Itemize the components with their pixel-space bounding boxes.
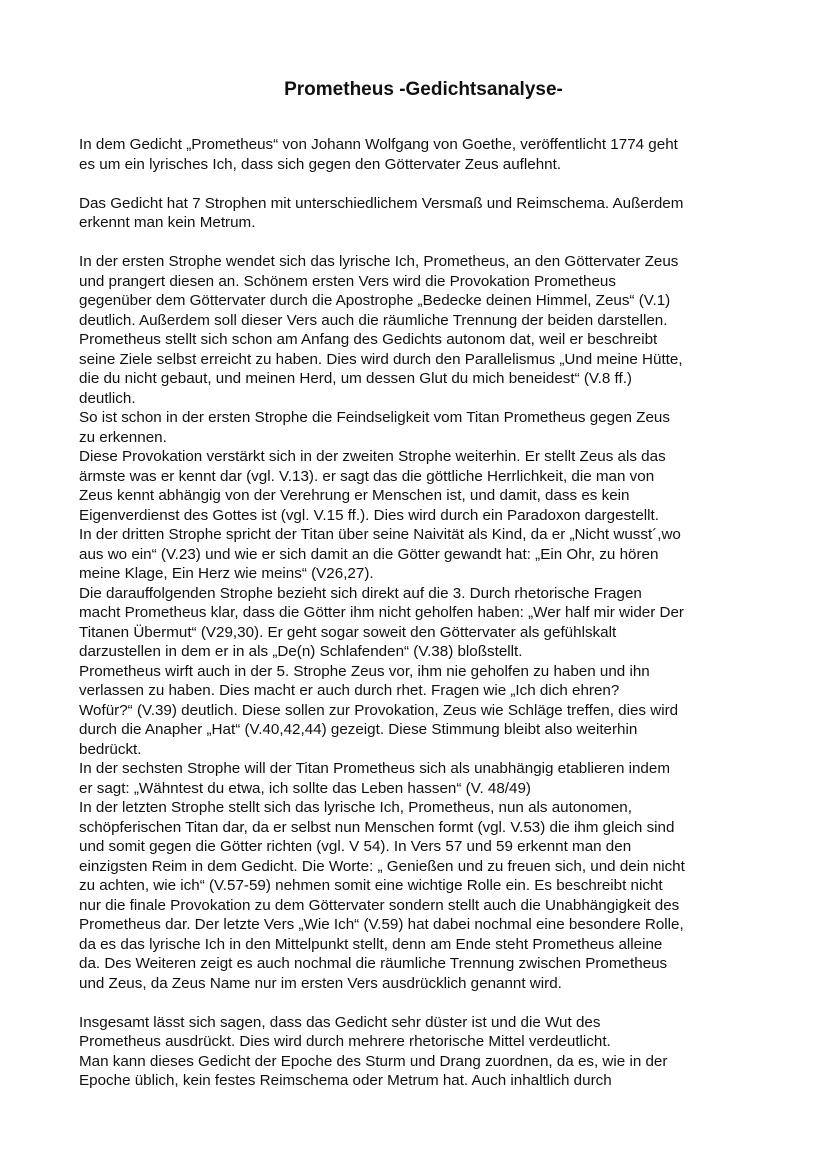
paragraph <box>79 135 768 174</box>
text-line: durch die Anapher „Hat“ (V.40,42,44) gezeigt. Diese Stimmung bleibt also weiterhin <box>79 721 638 738</box>
text-line: schöpferischen Titan dar, da er selbst nun Menschen formt (vgl. V.53) die ihm gleich sind <box>79 818 675 836</box>
text-line: Prometheus stellt sich schon am Anfang des Gedichts autonom dat, weil er beschreibt <box>79 331 658 348</box>
text-line: In der ersten Strophe wendet sich das lyrische Ich, Prometheus, an den Göttervater Zeus <box>79 253 679 270</box>
text-line: gegenüber dem Göttervater durch die Apostrophe „Bedecke deinen Himmel, Zeus“ (V.1) <box>79 292 671 309</box>
text-line: ärmste was er kennt dar (vgl. V.13). er sagt das die göttliche Herrlichkeit, die man von <box>79 467 655 485</box>
text-line: und prangert diesen an. Schönem ersten Vers wird die Provokation Prometheus <box>79 272 616 290</box>
text-line: aus wo ein“ (V.23) und wie er sich damit an die Götter gewandt hat: „Ein Ohr, zu hören <box>79 545 659 563</box>
text-line: Man kann dieses Gedicht der Epoche des Sturm und Drang zuordnen, da es, wie in der <box>79 1052 668 1070</box>
text-line: Prometheus wirft auch in der 5. Strophe Zeus vor, ihm nie geholfen zu haben und ihn <box>79 662 650 680</box>
paragraph-spacer <box>79 993 768 1013</box>
text-line: Titanen Übermut“ (V29,30). Er geht sogar soweit den Göttervater als gefühlskalt <box>79 623 617 641</box>
text-line: Diese Provokation verstärkt sich in der zweiten Strophe weiterhin. Er stellt Zeus als das <box>79 448 666 465</box>
text-line: nur die finale Provokation zu dem Göttervater sondern stellt auch die Unabhängigkeit des <box>79 896 680 914</box>
text-line: Insgesamt lässt sich sagen, dass das Gedicht sehr düster ist und die Wut des <box>79 1013 601 1031</box>
document-body <box>79 135 768 1091</box>
text-line: macht Prometheus klar, dass die Götter ihm nicht geholfen haben: „Wer half mir wider Der <box>79 604 684 621</box>
text-line: In der dritten Strophe spricht der Titan über seine Naivität als Kind, da er „Nicht wusst´,wo <box>79 526 681 543</box>
text-line: einzigsten Reim in dem Gedicht. Die Worte: „ Genießen und zu freuen sich, und dein nicht <box>79 857 685 875</box>
text-line: darzustellen in dem er in als „De(n) Schlafenden“ (V.38) bloßstellt. <box>79 643 523 660</box>
paragraph-spacer <box>79 233 768 253</box>
text-line: erkennt man kein Metrum. <box>79 214 256 231</box>
text-line: Zeus kennt abhängig von der Verehrung er Menschen ist, und damit, dass es kein <box>79 487 630 504</box>
text-line: zu achten, wie ich“ (V.57-59) nehmen somit eine wichtige Rolle ein. Es beschreibt nicht <box>79 877 663 894</box>
text-line: zu erkennen. <box>79 428 167 446</box>
text-line: Prometheus dar. Der letzte Vers „Wie Ich“ (V.59) hat dabei nochmal eine besondere Rolle, <box>79 916 684 933</box>
paragraph <box>79 1013 768 1091</box>
text-line: Prometheus ausdrückt. Dies wird durch mehrere rhetorische Mittel verdeutlicht. <box>79 1033 611 1050</box>
text-line: meine Klage, Ein Herz wie meins“ (V26,27). <box>79 565 374 582</box>
text-line: Das Gedicht hat 7 Strophen mit unterschiedlichem Versmaß und Reimschema. Außerdem <box>79 194 684 212</box>
document-title: Prometheus -Gedichtsanalyse- <box>284 79 563 100</box>
text-line: deutlich. Außerdem soll dieser Vers auch die räumliche Trennung der beiden darstellen. <box>79 311 668 329</box>
paragraph-spacer <box>79 174 768 194</box>
text-line: Eigenverdienst des Gottes ist (vgl. V.15 ff.). Dies wird durch ein Paradoxon dargestellt. <box>79 506 659 524</box>
text-line: In der sechsten Strophe will der Titan Prometheus sich als unabhängig etablieren indem <box>79 760 670 777</box>
text-line: So ist schon in der ersten Strophe die Feindseligkeit vom Titan Prometheus gegen Zeus <box>79 409 670 426</box>
text-line: In dem Gedicht „Prometheus“ von Johann Wolfgang von Goethe, veröffentlicht 1774 geht <box>79 136 678 153</box>
paragraph <box>79 194 768 233</box>
text-line: die du nicht gebaut, und meinen Herd, um dessen Glut du mich beneidest“ (V.8 ff.) <box>79 370 632 387</box>
text-line: und somit gegen die Götter richten (vgl. V 54). In Vers 57 und 59 erkennt man den <box>79 838 632 855</box>
text-line: Wofür?“ (V.39) deutlich. Diese sollen zur Provokation, Zeus wie Schläge treffen, dies wird <box>79 701 679 719</box>
text-line: bedrückt. <box>79 740 142 758</box>
text-line: da. Des Weiteren zeigt es auch nochmal die räumliche Trennung zwischen Prometheus <box>79 955 668 972</box>
paragraph <box>79 252 768 993</box>
text-line: seine Ziele selbst erreicht zu haben. Dies wird durch den Parallelismus „Und meine Hütte, <box>79 350 683 368</box>
text-line: In der letzten Strophe stellt sich das lyrische Ich, Prometheus, nun als autonomen, <box>79 799 632 816</box>
text-line: deutlich. <box>79 389 136 407</box>
text-line: Epoche üblich, kein festes Reimschema oder Metrum hat. Auch inhaltlich durch <box>79 1072 612 1089</box>
text-line: da es das lyrische Ich in den Mittelpunkt stellt, denn am Ende steht Prometheus alleine <box>79 935 663 953</box>
text-line: und Zeus, da Zeus Name nur im ersten Vers ausdrücklich genannt wird. <box>79 974 562 992</box>
text-line: es um ein lyrisches Ich, dass sich gegen den Göttervater Zeus auflehnt. <box>79 155 562 173</box>
text-line: er sagt: „Wähntest du etwa, ich sollte das Leben hassen“ (V. 48/49) <box>79 779 531 797</box>
text-line: verlassen zu haben. Dies macht er auch durch rhet. Fragen wie „Ich dich ehren? <box>79 682 620 699</box>
text-line: Die darauffolgenden Strophe bezieht sich direkt auf die 3. Durch rhetorische Fragen <box>79 584 642 602</box>
